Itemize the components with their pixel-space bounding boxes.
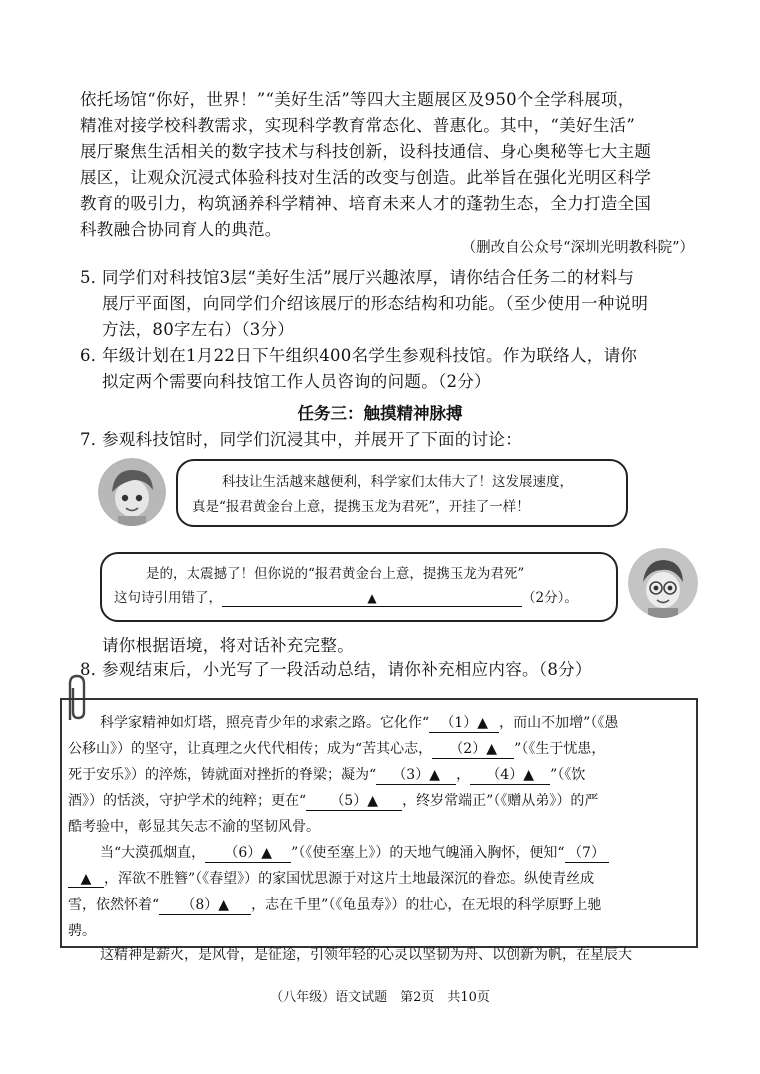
intro-line-1: 依托场馆“你好，世界！”“美好生活”等四大主题展区及950个全学科展项， — [80, 90, 635, 109]
summary-line-2 — [68, 738, 605, 759]
blank-7-marker[interactable]: ▲ — [68, 871, 104, 888]
summary-text: 公移山》）的坚守，让真理之火代代相传；成为“苦其心志， — [68, 741, 433, 757]
summary-text: ， — [456, 767, 471, 783]
intro-line-2: 精准对接学校科教需求，实现科学教育常态化、普惠化。其中，“美好生活” — [80, 116, 636, 135]
question-6-line-1: 年级计划在1月22日下午组织400名学生参观科技馆。作为联络人，请你 — [102, 346, 638, 365]
summary-line-1 — [100, 712, 618, 733]
question-5-number: 5． — [80, 268, 108, 287]
summary-line-8 — [68, 894, 601, 915]
question-7-intro: 参观科技馆时，同学们沉浸其中，并展开了下面的讨论： — [102, 430, 522, 449]
summary-text: 死于安乐》）的淬炼，铸就面对挫折的脊梁；凝为“ — [68, 767, 377, 783]
question-5 — [80, 264, 634, 288]
summary-text: 科学家精神如灯塔，照亮青少年的求索之路。它化作“ — [100, 715, 430, 731]
source-citation: （删改自公众号“深圳光明教科院”） — [461, 240, 694, 256]
bubble-1-line-2: 真是“报君黄金台上意，提携玉龙为君死”，开挂了一样！ — [192, 499, 530, 515]
blank-1[interactable]: （1）▲ — [429, 712, 499, 733]
summary-line-7 — [68, 868, 594, 888]
summary-line-6 — [100, 842, 609, 863]
blank-2[interactable]: （2）▲ — [432, 738, 514, 759]
boy-avatar-right — [628, 548, 698, 618]
summary-text: 酒》）的恬淡，守护学术的纯粹；更在“ — [68, 793, 307, 809]
bubble-1-line-1: 科技让生活越来越便利，科学家们太伟大了！这发展速度， — [222, 474, 573, 490]
blank-3[interactable]: （3）▲ — [376, 764, 456, 785]
question-8 — [80, 656, 592, 680]
question-8-number: 8． — [80, 660, 108, 679]
question-6-number: 6． — [80, 346, 108, 365]
bubble-2-suffix: （2分）。 — [522, 590, 578, 606]
intro-line-6: 科教融合协同育人的典范。 — [80, 220, 282, 239]
bubble-2-prefix: 这句诗引用错了， — [114, 590, 222, 606]
summary-line-5: 酷考验中，彰显其矢志不渝的坚韧风骨。 — [68, 819, 320, 835]
question-6 — [80, 342, 637, 366]
summary-text: ”（《使至塞上》）的天地气魄涌入胸怀，便知“ — [291, 845, 565, 861]
page-footer: （八年级）语文试题 第2页 共10页 — [270, 990, 490, 1005]
question-7-instruction: 请你根据语境，将对话补充完整。 — [102, 636, 354, 655]
summary-text: 雪，依然怀着“ — [68, 897, 160, 913]
question-5-line-3: 方法，80字左右）（3分） — [102, 320, 295, 339]
bubble-2-line-2 — [114, 586, 578, 607]
summary-line-9: 骋。 — [68, 923, 96, 939]
answer-blank-q7[interactable] — [222, 590, 522, 607]
intro-line-3: 展厅聚焦生活相关的数字技术与科技创新，设科技通信、身心奥秘等七大主题 — [80, 142, 652, 161]
bubble-2-line-1: 是的，太震撼了！但你说的“报君黄金台上意，提携玉龙为君死” — [146, 566, 525, 582]
blank-8[interactable]: （8）▲ — [159, 894, 251, 915]
summary-text: ，终岁常端正”（《赠从弟》）的严 — [402, 793, 599, 809]
summary-text: ，而山不加增”（《愚 — [499, 715, 619, 731]
summary-text: 当“大漠孤烟直， — [100, 845, 206, 861]
summary-line-10: 这精神是薪火，是风骨，是征途，引领年轻的心灵以坚韧为舟、以创新为帆，在星辰大 — [100, 947, 632, 963]
question-8-text: 参观结束后，小光写了一段活动总结，请你补充相应内容。（8分） — [102, 660, 592, 679]
question-5-line-1: 同学们对科技馆3层“美好生活”展厅兴趣浓厚，请你结合任务二的材料与 — [102, 268, 635, 287]
question-6-line-2: 拟定两个需要向科技馆工作人员咨询的问题。（2分） — [102, 372, 491, 391]
task-3-title: 任务三：触摸精神脉搏 — [297, 404, 463, 423]
blank-6[interactable]: （6）▲ — [205, 842, 291, 863]
summary-line-4 — [68, 790, 598, 811]
intro-line-5: 教育的吸引力，构筑涵养科学精神、培育未来人才的蓬勃生态，全力打造全国 — [80, 194, 652, 213]
boy-avatar-left — [98, 458, 166, 526]
intro-line-4: 展区，让观众沉浸式体验科技对生活的改变与创造。此举旨在强化光明区科学 — [80, 168, 652, 187]
summary-text: ，志在千里”（《龟虽寿》）的壮心，在无垠的科学原野上驰 — [251, 897, 602, 913]
question-7-number: 7． — [80, 430, 108, 449]
blank-4[interactable]: （4）▲ — [470, 764, 550, 785]
summary-text: ”（《生于忧患， — [514, 741, 606, 757]
summary-line-3 — [68, 764, 585, 785]
question-7 — [80, 426, 522, 450]
summary-text: ”（《饮 — [550, 767, 586, 783]
answer-marker-triangle: ▲ — [367, 591, 377, 605]
blank-5[interactable]: （5）▲ — [306, 790, 402, 811]
blank-7-label[interactable]: （7） — [565, 842, 609, 863]
question-5-line-2: 展厅平面图，向同学们介绍该展厅的形态结构和功能。（至少使用一种说明 — [102, 294, 649, 313]
summary-text: ，浑欲不胜簪”（《春望》）的家国忧思源于对这片土地最深沉的眷恋。纵使青丝成 — [104, 871, 595, 887]
